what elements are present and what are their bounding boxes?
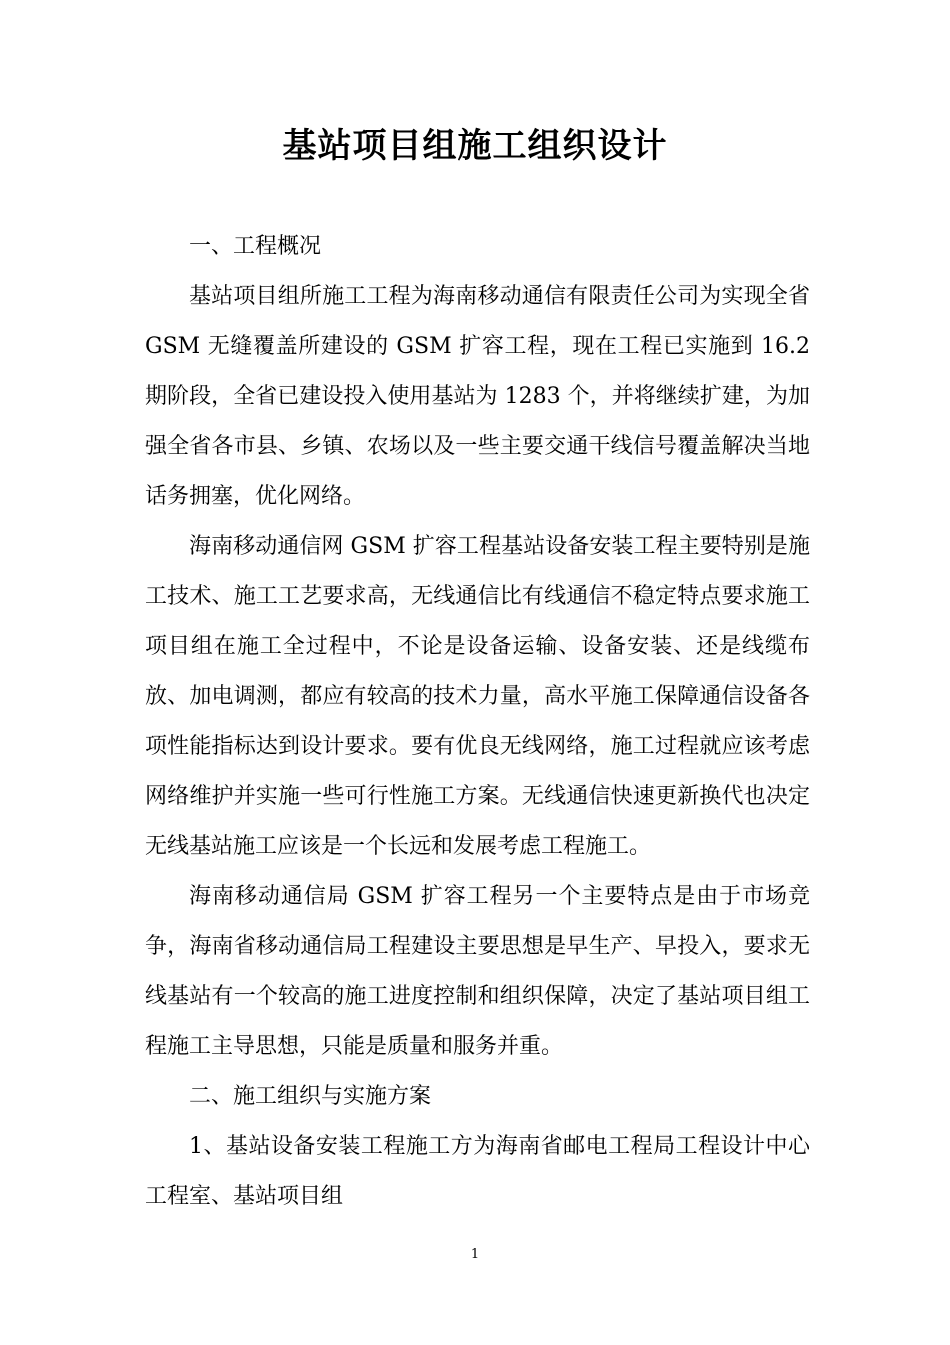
document-title: 基站项目组施工组织设计 (282, 126, 668, 166)
page-number: 1 (470, 1247, 480, 1262)
paragraph: 海南移动通信局 GSM 扩容工程另一个主要特点是由于市场竞争，海南省移动通信局工程建设主要思想是早生产、早投入，要求无线基站有一个较高的施工进度控制和组织保障，决定了基站项目组工程施工主导思想，只能是质量和服务并重。 (145, 884, 810, 1059)
paragraph: 1、基站设备安装工程施工方为海南省邮电工程局工程设计中心工程室、基站项目组 (145, 1134, 810, 1209)
section-heading-overview: 一、工程概况 (189, 234, 322, 259)
paragraph: 基站项目组所施工工程为海南移动通信有限责任公司为实现全省 GSM 无缝覆盖所建设的 GSM 扩容工程，现在工程已实施到 16.2 期阶段，全省已建设投入使用基站为 1283 个，并将继续扩建，为加强全省各市县、乡镇、农场以及一些主要交通干线信号覆盖解决当地话务拥塞，优化网络。 (145, 284, 810, 509)
section-heading-organization: 二、施工组织与实施方案 (189, 1084, 432, 1109)
paragraph: 海南移动通信网 GSM 扩容工程基站设备安装工程主要特别是施工技术、施工工艺要求高，无线通信比有线通信不稳定特点要求施工项目组在施工全过程中，不论是设备运输、设备安装、还是线缆布放、加电调测，都应有较高的技术力量，高水平施工保障通信设备各项性能指标达到设计要求。要有优良无线网络，施工过程就应该考虑网络维护并实施一些可行性施工方案。无线通信快速更新换代也决定无线基站施工应该是一个长远和发展考虑工程施工。 (145, 534, 810, 859)
document-body (145, 222, 810, 1222)
